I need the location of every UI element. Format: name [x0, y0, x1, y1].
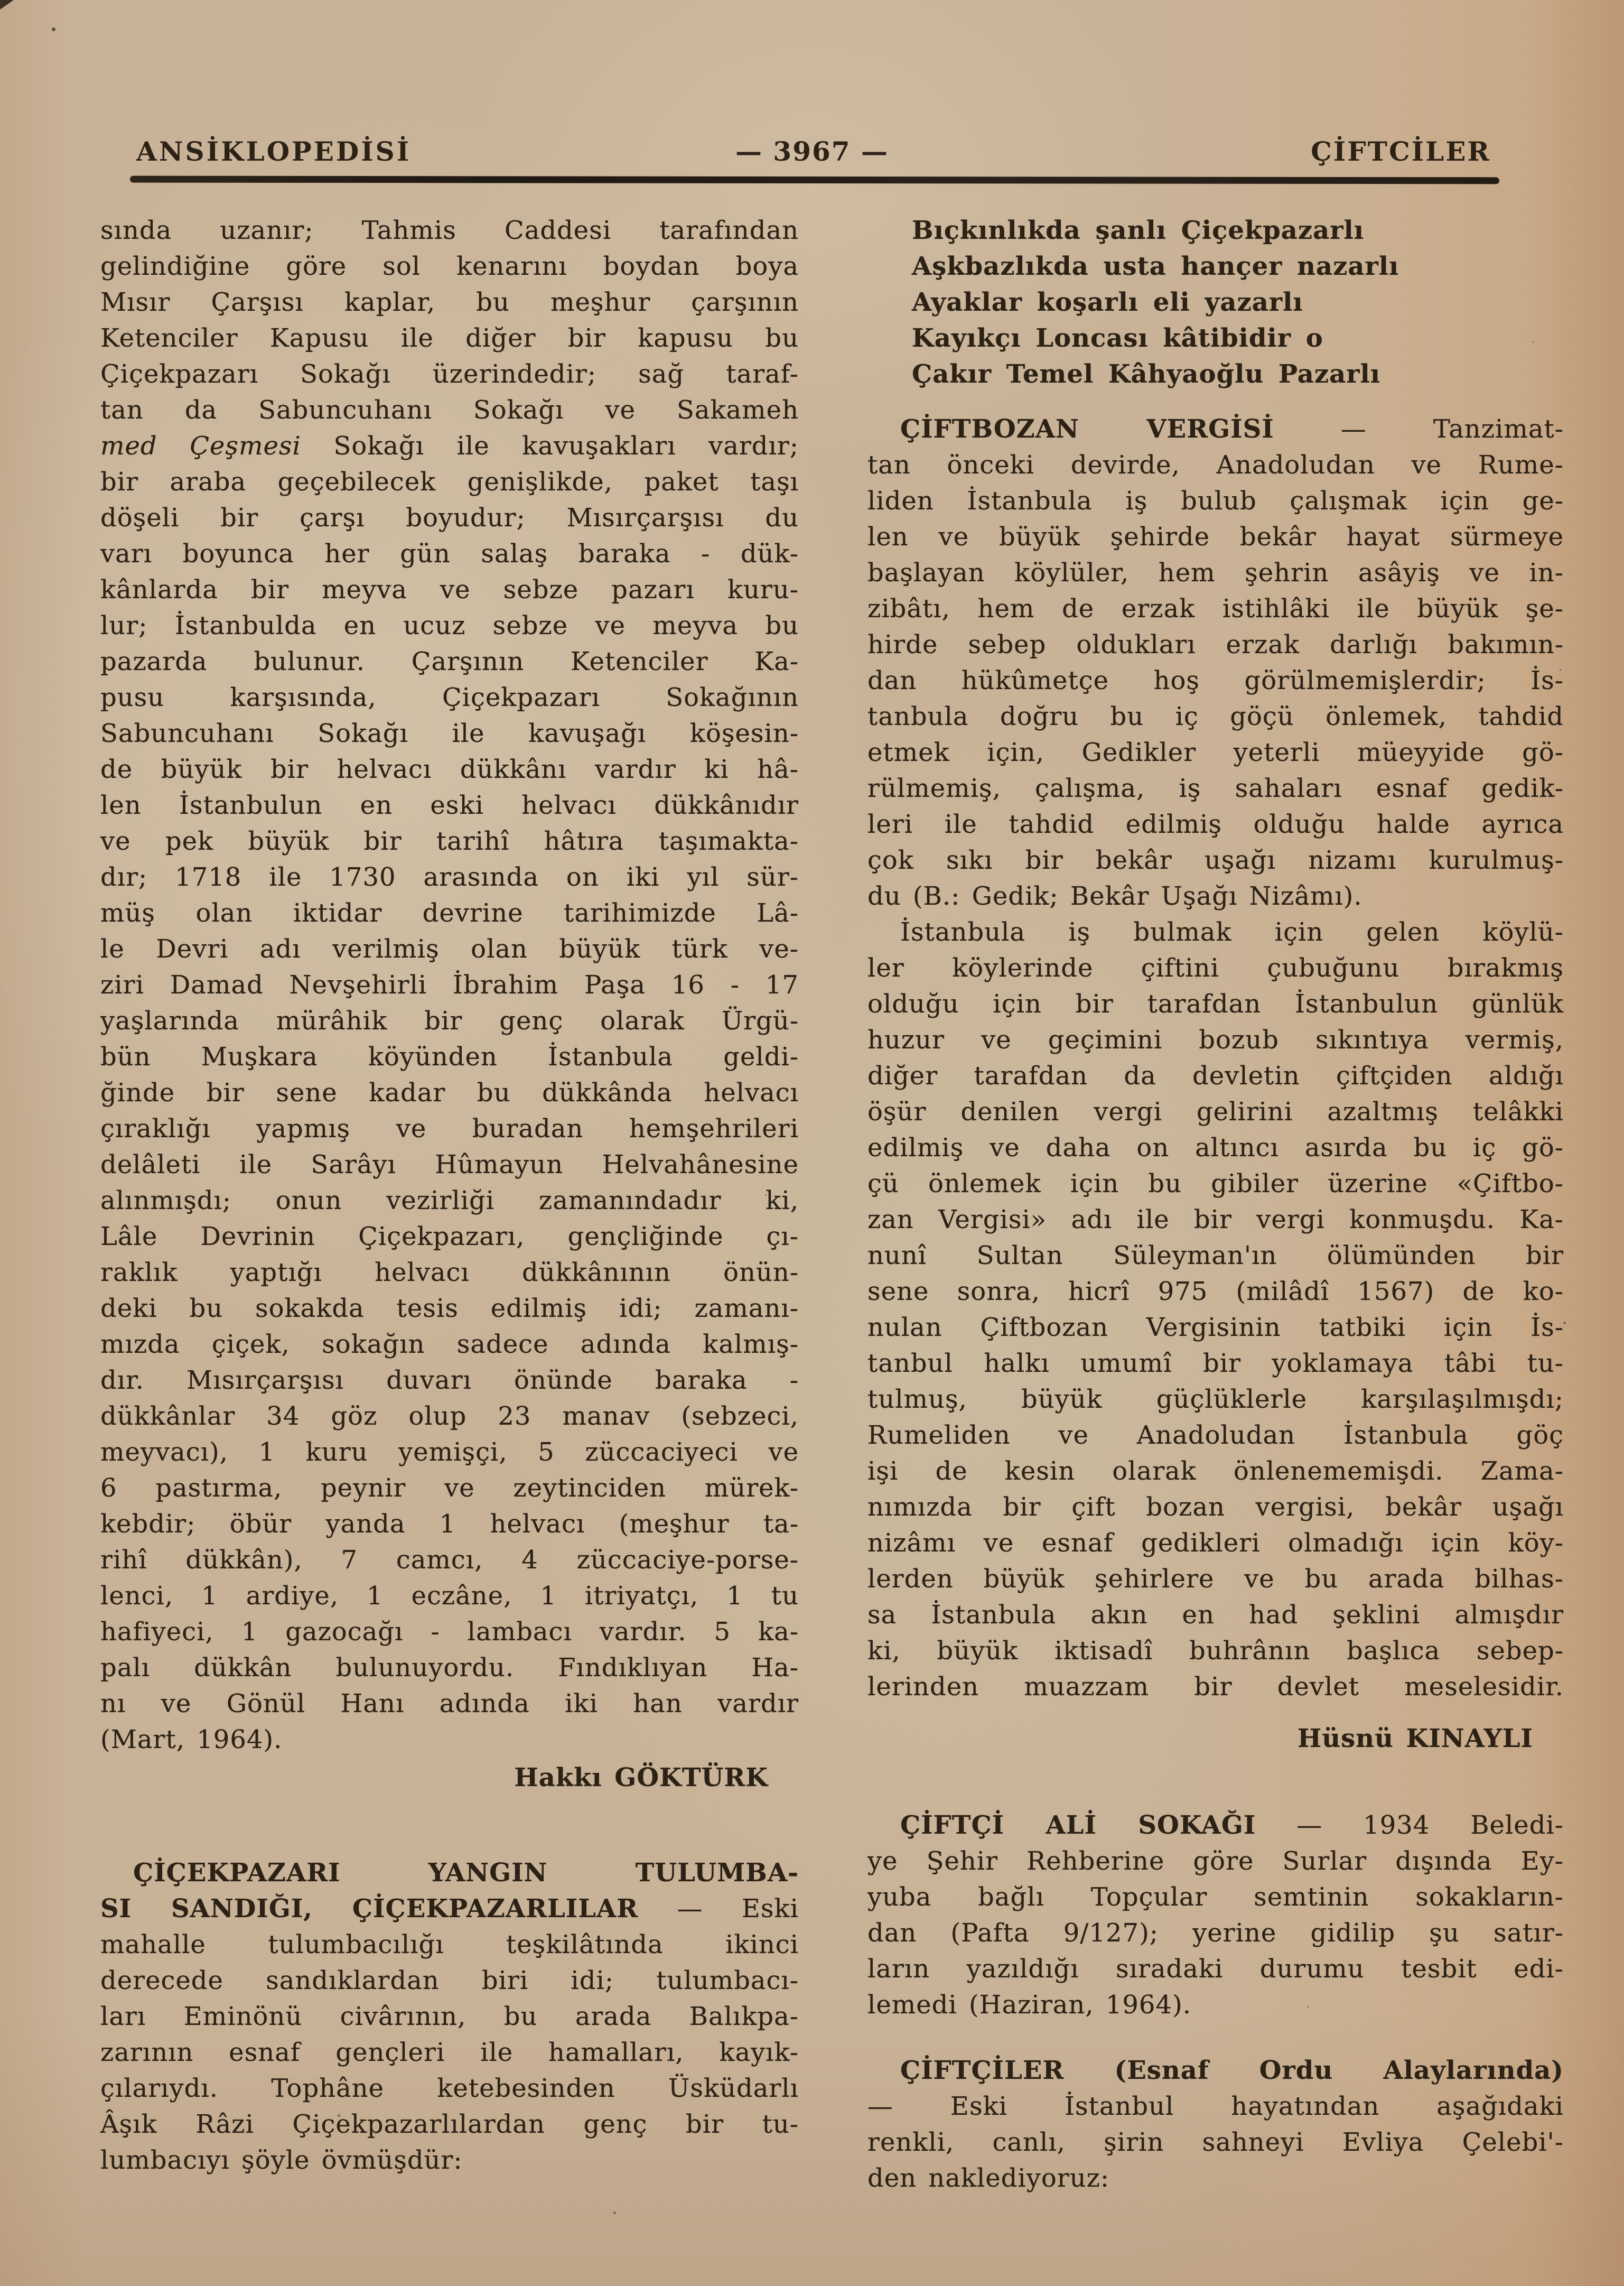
text-line	[867, 1843, 1564, 1879]
text: delâleti ile Sarâyı Hûmayun Helvahânesine	[100, 1150, 799, 1179]
text: Lâle Devrinin Çiçekpazarı, gençliğinde çı-	[100, 1222, 799, 1251]
text-line	[867, 1915, 1564, 1951]
bold-text: ÇİFTÇİ ALİ SOKAĞI	[900, 1810, 1256, 1840]
text: — 1934 Beledi-	[1256, 1810, 1564, 1840]
text: kebdir; öbür yanda 1 helvacı (meşhur ta-	[100, 1509, 799, 1539]
text: nı ve Gönül Hanı adında iki han vardır	[100, 1689, 799, 1718]
text: Hakkı GÖKTÜRK	[514, 1763, 768, 1792]
text: lerinden muazzam bir devlet meselesidir.	[867, 1672, 1564, 1702]
text: lemedi (Haziran, 1964).	[867, 1990, 1191, 2020]
text: lur; İstanbulda en ucuz sebze ve meyva bu	[100, 611, 799, 640]
text-line	[100, 1614, 799, 1650]
text-line	[867, 663, 1564, 699]
text: liden İstanbula iş bulub çalışmak için ge-	[867, 486, 1564, 516]
page-number: — 3967 —	[735, 136, 889, 167]
article-ciftciler-esnaf-ordu	[867, 2052, 1564, 2196]
text: Çakır Temel Kâhyaoğlu Pazarlı	[912, 359, 1380, 389]
text-line	[867, 2052, 1564, 2088]
text-line	[100, 1506, 799, 1542]
text-line	[100, 1686, 799, 1722]
text: zan Vergisi» adı ile bir vergi konmuşdu. Ka-	[867, 1205, 1564, 1234]
text-line	[100, 1003, 799, 1039]
text: Sokağı ile kavuşakları vardır;	[301, 431, 799, 461]
text-line	[867, 1807, 1564, 1843]
text: çılarıydı. Tophâne ketebesinden Üsküdarlı	[100, 2074, 799, 2103]
text: deki bu sokakda tesis edilmiş idi; zamanı-	[100, 1294, 799, 1323]
text-line	[100, 1891, 799, 1927]
text: Ayaklar koşarlı eli yazarlı	[912, 287, 1303, 317]
text-line	[867, 519, 1564, 555]
text-line	[867, 447, 1564, 483]
author-signature-kinayli	[867, 1721, 1564, 1757]
text-line	[867, 842, 1564, 878]
text: — Eski İstanbul hayatından aşağıdaki	[867, 2092, 1564, 2121]
text-line	[100, 1542, 799, 1578]
text-line	[867, 1633, 1564, 1669]
text-line	[100, 284, 799, 320]
text-line	[100, 1254, 799, 1290]
text-line	[100, 536, 799, 572]
text-line	[867, 248, 1564, 284]
text-line	[100, 428, 799, 464]
text-line	[867, 950, 1564, 986]
text-line	[100, 320, 799, 356]
text-line	[100, 464, 799, 500]
text-line	[100, 1760, 799, 1796]
text-line	[100, 859, 799, 895]
text: müş olan iktidar devrine tarihimizde Lâ-	[100, 898, 799, 928]
text: tan da Sabuncuhanı Sokağı ve Sakameh	[100, 395, 799, 425]
text: bün Muşkara köyünden İstanbula geldi-	[100, 1042, 799, 1072]
text-line	[867, 1669, 1564, 1705]
text: (Mart, 1964).	[100, 1725, 283, 1754]
text-line	[100, 2106, 799, 2142]
text: tan önceki devirde, Anadoludan ve Rume-	[867, 450, 1564, 480]
text: gelindiğine göre sol kenarını boydan boya	[100, 252, 799, 281]
text-line	[100, 1290, 799, 1326]
text-line	[867, 1879, 1564, 1915]
text-line	[867, 1309, 1564, 1345]
text: pazarda bulunur. Çarşının Ketenciler Ka-	[100, 647, 799, 676]
running-header	[0, 135, 1624, 172]
text: Âşık Râzi Çiçekpazarlılardan genç bir tu-	[100, 2110, 799, 2139]
text-line	[100, 644, 799, 680]
text-line	[100, 967, 799, 1003]
text-line	[867, 1453, 1564, 1489]
text: ğinde bir sene kadar bu dükkânda helvacı	[100, 1078, 799, 1108]
text: zarının esnaf gençleri ile hamalları, kayık-	[100, 2038, 799, 2067]
article-ciftci-ali-sokagi	[867, 1807, 1564, 2023]
text-line	[867, 986, 1564, 1022]
text: Ketenciler Kapusu ile diğer bir kapusu bu	[100, 323, 799, 353]
text-line	[867, 1202, 1564, 1238]
text: meyvacı), 1 kuru yemişçi, 5 züccaciyeci ve	[100, 1437, 799, 1467]
text-line	[867, 1094, 1564, 1130]
text-line	[100, 356, 799, 392]
text: sında uzanır; Tahmis Caddesi tarafından	[100, 216, 799, 245]
text-line	[867, 1597, 1564, 1633]
text: etmek için, Gedikler yeterli müeyyide gö-	[867, 738, 1564, 767]
text-line	[867, 699, 1564, 735]
text-line	[100, 931, 799, 967]
text: varı boyunca her gün salaş baraka - dük-	[100, 539, 799, 569]
text-line	[100, 1434, 799, 1470]
text-line	[867, 1561, 1564, 1597]
text-line	[100, 1999, 799, 2034]
scan-corner-mark	[0, 0, 14, 10]
text-line	[867, 1130, 1564, 1166]
text-line	[867, 1525, 1564, 1561]
text: ve pek büyük bir tarihî hâtıra taşımakta-	[100, 826, 799, 856]
text: olduğu için bir tarafdan İstanbulun günlük	[867, 989, 1564, 1019]
right-column	[867, 212, 1564, 2196]
text-line	[100, 823, 799, 859]
text: Rumeliden ve Anadoludan İstanbula göç	[867, 1420, 1564, 1450]
text: sene sonra, hicrî 975 (milâdî 1567) de ko-	[867, 1277, 1564, 1306]
bold-text: SI SANDIĞI, ÇİÇEKPAZARLILAR	[100, 1894, 639, 1923]
text-line	[100, 1147, 799, 1183]
text-line	[100, 1927, 799, 1963]
bold-text: ÇİFTÇİLER (Esnaf Ordu Alaylarında)	[900, 2056, 1564, 2085]
text: de büyük bir helvacı dükkânı vardır ki hâ-	[100, 755, 799, 784]
text: hirde sebep oldukları erzak darlığı bakımın-	[867, 630, 1564, 659]
text: yaşlarında mürâhik bir genç olarak Ürgü-	[100, 1006, 799, 1036]
text: diğer tarafdan da devletin çiftçiden aldığı	[867, 1061, 1564, 1091]
text: yuba bağlı Topçular semtinin sokakların-	[867, 1882, 1564, 1912]
text: kânlarda bir meyva ve sebze pazarı kuru-	[100, 575, 799, 605]
text: len İstanbulun en eski helvacı dükkânıdır	[100, 791, 799, 820]
text: ziri Damad Nevşehirli İbrahim Paşa 16 - 17	[100, 970, 799, 1000]
text: öşür denilen vergi gelirini azaltmış telâkki	[867, 1097, 1564, 1127]
text-line	[867, 914, 1564, 950]
text-line	[867, 1166, 1564, 1202]
text-line	[100, 248, 799, 284]
text-line	[867, 555, 1564, 591]
text-line	[100, 2070, 799, 2106]
text: çok sıkı bir bekâr uşağı nizamı kurulmuş-	[867, 845, 1564, 875]
text: çıraklığı yapmış ve buradan hemşehrileri	[100, 1114, 799, 1144]
text: huzur ve geçimini bozub sıkıntıya vermiş,	[867, 1025, 1564, 1055]
continuation-paragraph-cicekpazari	[100, 212, 799, 1758]
text-line	[867, 2088, 1564, 2124]
text-line	[100, 1326, 799, 1362]
text: le Devri adı verilmiş olan büyük türk ve-	[100, 934, 799, 964]
text: rülmemiş, çalışma, iş sahaları esnaf gedik-	[867, 774, 1564, 803]
text-line	[100, 1362, 799, 1398]
text-line	[100, 1722, 799, 1758]
text: Mısır Çarşısı kaplar, bu meşhur çarşının	[100, 287, 799, 317]
text: — Eski	[638, 1894, 799, 1923]
text-line	[100, 608, 799, 644]
text: Çiçekpazarı Sokağı üzerindedir; sağ taraf-	[100, 359, 799, 389]
text: İstanbula iş bulmak için gelen köylü-	[900, 917, 1564, 947]
text-line	[100, 500, 799, 536]
text: dan (Pafta 9/127); yerine gidilip şu satır-	[867, 1918, 1564, 1948]
text: renkli, canlı, şirin sahneyi Evliya Çelebi'-	[867, 2127, 1564, 2157]
text: tanbul halkı umumî bir yoklamaya tâbi tu-	[867, 1349, 1564, 1378]
text-line	[100, 1855, 799, 1891]
text-line	[867, 2160, 1564, 2196]
text: ları Eminönü civârının, bu arada Balıkpa-	[100, 2002, 799, 2031]
text: sa İstanbula akın en had şeklini almışdır	[867, 1600, 1564, 1630]
text: palı dükkân bulunuyordu. Fındıklıyan Ha-	[100, 1653, 799, 1683]
text-line	[100, 2142, 799, 2178]
header-entry-title: ÇİFTCİLER	[1311, 136, 1491, 167]
text: rihî dükkân), 7 camcı, 4 züccaciye-porse-	[100, 1545, 799, 1575]
text: döşeli bir çarşı boyudur; Mısırçarşısı du	[100, 503, 799, 533]
text: lenci, 1 ardiye, 1 eczâne, 1 itriyatçı, 1 tu	[100, 1581, 799, 1611]
poem-cicekpazarli	[867, 212, 1564, 392]
header-book-title: ANSİKLOPEDİSİ	[136, 136, 412, 167]
text-line	[100, 1398, 799, 1434]
text: Sabuncuhanı Sokağı ile kavuşağı köşesin-	[100, 719, 799, 748]
text: çü önlemek için bu gibiler üzerine «Çiftbo-	[867, 1169, 1564, 1198]
text: leri ile tahdid edilmiş olduğu halde ayrıca	[867, 810, 1564, 839]
text: lerden büyük şehirlere ve bu arada bilhas-	[867, 1564, 1564, 1594]
article-cicekpazari-yangin-tulumbasi	[100, 1855, 799, 2178]
text: dır; 1718 ile 1730 arasında on iki yıl sür-	[100, 862, 799, 892]
text-line	[867, 212, 1564, 248]
text-line	[867, 1417, 1564, 1453]
text: dükkânlar 34 göz olup 23 manav (sebzeci,	[100, 1401, 799, 1431]
text: du (B.: Gedik; Bekâr Uşağı Nizâmı).	[867, 881, 1362, 911]
text-line	[100, 1075, 799, 1111]
author-signature-gokturk	[100, 1760, 799, 1796]
text: nizâmı ve esnaf gedikleri olmadığı için köy-	[867, 1528, 1564, 1558]
text: hafiyeci, 1 gazocağı - lambacı vardır. 5 ka-	[100, 1617, 799, 1647]
text: nulan Çiftbozan Vergisinin tatbiki için İs-	[867, 1313, 1564, 1342]
text: Kayıkçı Loncası kâtibidir o	[912, 323, 1323, 353]
text-line	[100, 1578, 799, 1614]
text-line	[100, 1650, 799, 1686]
text-line	[100, 715, 799, 751]
text-line	[867, 591, 1564, 627]
text: ler köylerinde çiftini çubuğunu bırakmış	[867, 953, 1564, 983]
text-line	[867, 1022, 1564, 1058]
text-line	[100, 1111, 799, 1147]
text-line	[100, 392, 799, 428]
text-line	[100, 680, 799, 715]
text-line	[100, 1470, 799, 1506]
text: Aşkbazlıkda usta hançer nazarlı	[912, 252, 1399, 281]
text: — Tanzimat-	[1274, 414, 1564, 444]
text: nunî Sultan Süleyman'ın ölümünden bir	[867, 1241, 1564, 1270]
text: lumbacıyı şöyle övmüşdür:	[100, 2145, 463, 2175]
text-line	[100, 1039, 799, 1075]
text-line	[867, 878, 1564, 914]
text: ye Şehir Rehberine göre Surlar dışında Ey-	[867, 1846, 1564, 1876]
text: tulmuş, büyük güçlüklerle karşılaşılmışdı;	[867, 1384, 1564, 1414]
text: Hüsnü KINAYLI	[1297, 1724, 1533, 1753]
text: len ve büyük şehirde bekâr hayat sürmeye	[867, 522, 1564, 552]
text-line	[867, 1381, 1564, 1417]
bold-text: ÇİFTBOZAN VERGİSİ	[900, 414, 1274, 444]
text-line	[867, 483, 1564, 519]
text: işi de kesin olarak önlenememişdi. Zama-	[867, 1456, 1564, 1486]
text-line	[100, 1963, 799, 1999]
text-line	[867, 284, 1564, 320]
header-rule	[130, 176, 1499, 184]
text-line	[867, 1058, 1564, 1094]
text-line	[867, 320, 1564, 356]
text: den naklediyoruz:	[867, 2163, 1110, 2193]
text-line	[867, 1345, 1564, 1381]
text: ların yazıldığı sıradaki durumu tesbit edi-	[867, 1954, 1564, 1984]
text-line	[867, 627, 1564, 663]
text: Bıçkınlıkda şanlı Çiçekpazarlı	[912, 216, 1364, 245]
text: başlayan köylüler, hem şehrin asâyiş ve in-	[867, 558, 1564, 588]
text-line	[100, 895, 799, 931]
text-line	[867, 1489, 1564, 1525]
text: derecede sandıklardan biri idi; tulumbacı-	[100, 1966, 799, 1995]
text: 6 pastırma, peynir ve zeytinciden mürek-	[100, 1473, 799, 1503]
text: alınmışdı; onun vezirliği zamanındadır ki,	[100, 1186, 799, 1215]
text: raklık yaptığı helvacı dükkânının önün-	[100, 1258, 799, 1287]
text-line	[867, 735, 1564, 770]
text-line	[867, 806, 1564, 842]
italic-text: med Çeşmesi	[100, 431, 301, 461]
text-line	[100, 1219, 799, 1254]
text-line	[867, 1238, 1564, 1274]
text: bir araba geçebilecek genişlikde, paket taşı	[100, 467, 799, 497]
text-line	[100, 787, 799, 823]
text: zibâtı, hem de erzak istihlâki ile büyük şe-	[867, 594, 1564, 624]
bold-text: ÇİÇEKPAZARI YANGIN TULUMBA-	[133, 1858, 799, 1888]
text: pusu karşısında, Çiçekpazarı Sokağının	[100, 683, 799, 712]
left-column	[100, 212, 799, 2178]
text-line	[100, 751, 799, 787]
text: edilmiş ve daha on altıncı asırda bu iç gö-	[867, 1133, 1564, 1163]
text-line	[867, 1987, 1564, 2023]
text-line	[100, 572, 799, 608]
text-line	[867, 1951, 1564, 1987]
text-line	[867, 2124, 1564, 2160]
text-line	[867, 1274, 1564, 1309]
text-line	[867, 1721, 1564, 1757]
text-line	[867, 356, 1564, 392]
text-line	[100, 1183, 799, 1219]
text-line	[867, 770, 1564, 806]
text: tanbula doğru bu iç göçü önlemek, tahdid	[867, 702, 1564, 731]
paper-specks	[52, 27, 55, 31]
text: mahalle tulumbacılığı teşkilâtında ikinci	[100, 1930, 799, 1959]
text: dan hükûmetçe hoş görülmemişlerdir; İs-	[867, 666, 1564, 695]
text-line	[100, 2034, 799, 2070]
article-ciftbozan-vergisi-p1	[867, 411, 1564, 914]
text-line	[100, 212, 799, 248]
text: nımızda bir çift bozan vergisi, bekâr uşağı	[867, 1492, 1564, 1522]
text: ki, büyük iktisadî buhrânın başlıca sebep-	[867, 1636, 1564, 1666]
text-line	[867, 411, 1564, 447]
article-ciftbozan-vergisi-p2	[867, 914, 1564, 1705]
text: mızda çiçek, sokağın sadece adında kalmış-	[100, 1330, 799, 1359]
text: dır. Mısırçarşısı duvarı önünde baraka -	[100, 1365, 799, 1395]
